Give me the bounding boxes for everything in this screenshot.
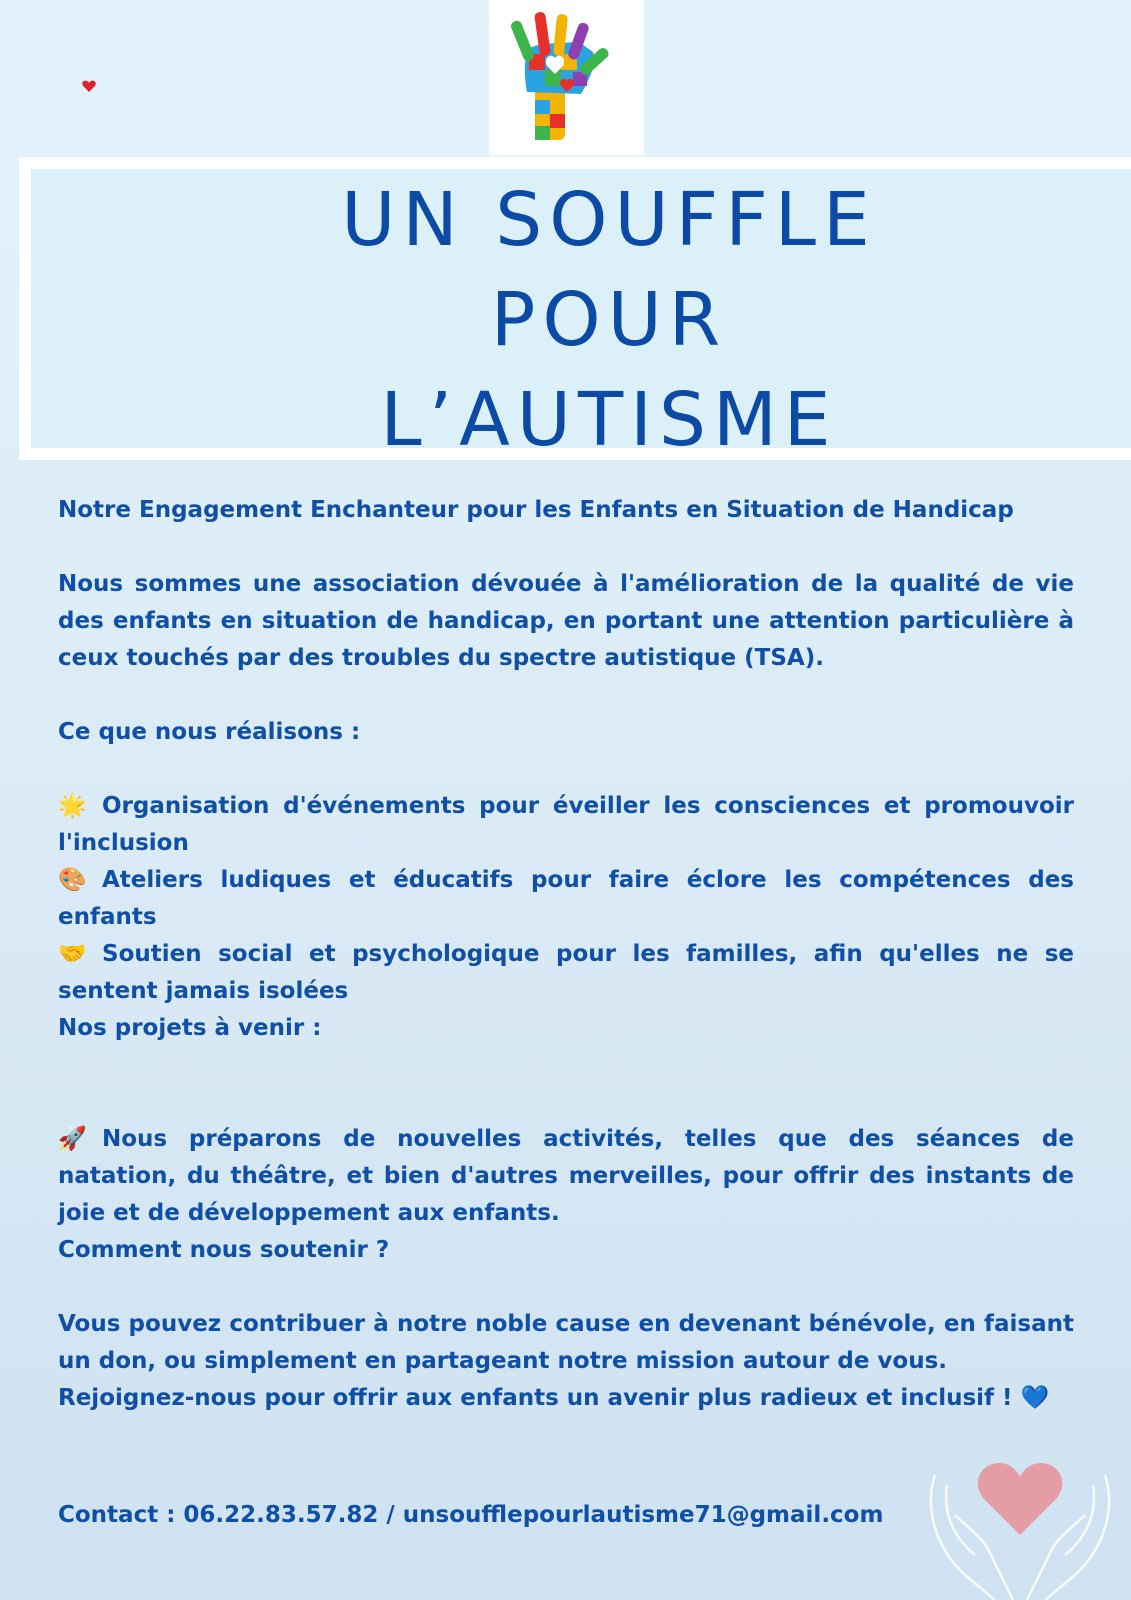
hands-heart-icon bbox=[925, 1455, 1115, 1600]
heart-icon bbox=[82, 80, 96, 92]
closing-line bbox=[58, 1380, 1074, 1417]
closing-text: Rejoignez-nous pour offrir aux enfants un avenir plus radieux et inclusif ! bbox=[58, 1385, 1013, 1411]
intro-paragraph: Nous sommes une association dévouée à l'amélioration de la qualité de vie des enfants en situation de handicap, en portant une attention particulière à ceux touchés par des troubles du spectre autistique (TSA). bbox=[58, 571, 1074, 671]
support-heading: Comment nous soutenir ? bbox=[58, 1237, 390, 1263]
subtitle: Notre Engagement Enchanteur pour les Enfants en Situation de Handicap bbox=[58, 497, 1014, 523]
contact-line: Contact : 06.22.83.57.82 / unsoufflepourlautisme71@gmail.com bbox=[58, 1502, 884, 1528]
action-text: Ateliers ludiques et éducatifs pour faire éclore les compétences des enfants bbox=[58, 867, 1074, 930]
support-paragraph: Vous pouvez contribuer à notre noble cause en devenant bénévole, en faisant un don, ou simplement en partageant notre mission autour de vous. bbox=[58, 1311, 1074, 1374]
action-item bbox=[58, 862, 1074, 936]
blue-heart-icon: 💙 bbox=[1020, 1385, 1050, 1411]
project-text: Nous préparons de nouvelles activités, telles que des séances de natation, du théâtre, et bien d'autres merveilles, pour offrir des instants de joie et de développement aux enfants. bbox=[58, 1126, 1074, 1226]
logo bbox=[489, 0, 644, 155]
palette-icon: 🎨 bbox=[58, 867, 87, 893]
project-item bbox=[58, 1121, 1074, 1232]
action-item bbox=[58, 788, 1074, 862]
body-text bbox=[58, 492, 1074, 1417]
actions-heading: Ce que nous réalisons : bbox=[58, 719, 361, 745]
title-line-1: UN SOUFFLE bbox=[341, 177, 877, 263]
page-title bbox=[19, 170, 1131, 470]
action-text: Organisation d'événements pour éveiller les consciences et promouvoir l'inclusion bbox=[58, 793, 1074, 856]
action-text: Soutien social et psychologique pour les familles, afin qu'elles ne se sentent jamais isolées bbox=[58, 941, 1074, 1004]
handshake-icon: 🤝 bbox=[58, 941, 87, 967]
rocket-icon: 🚀 bbox=[58, 1126, 87, 1152]
action-item bbox=[58, 936, 1074, 1010]
title-line-3: L’AUTISME bbox=[380, 377, 838, 463]
title-line-2: POUR bbox=[490, 277, 728, 363]
star-icon: 🌟 bbox=[58, 793, 87, 819]
puzzle-hand-icon bbox=[489, 0, 644, 155]
projects-heading: Nos projets à venir : bbox=[58, 1015, 322, 1041]
